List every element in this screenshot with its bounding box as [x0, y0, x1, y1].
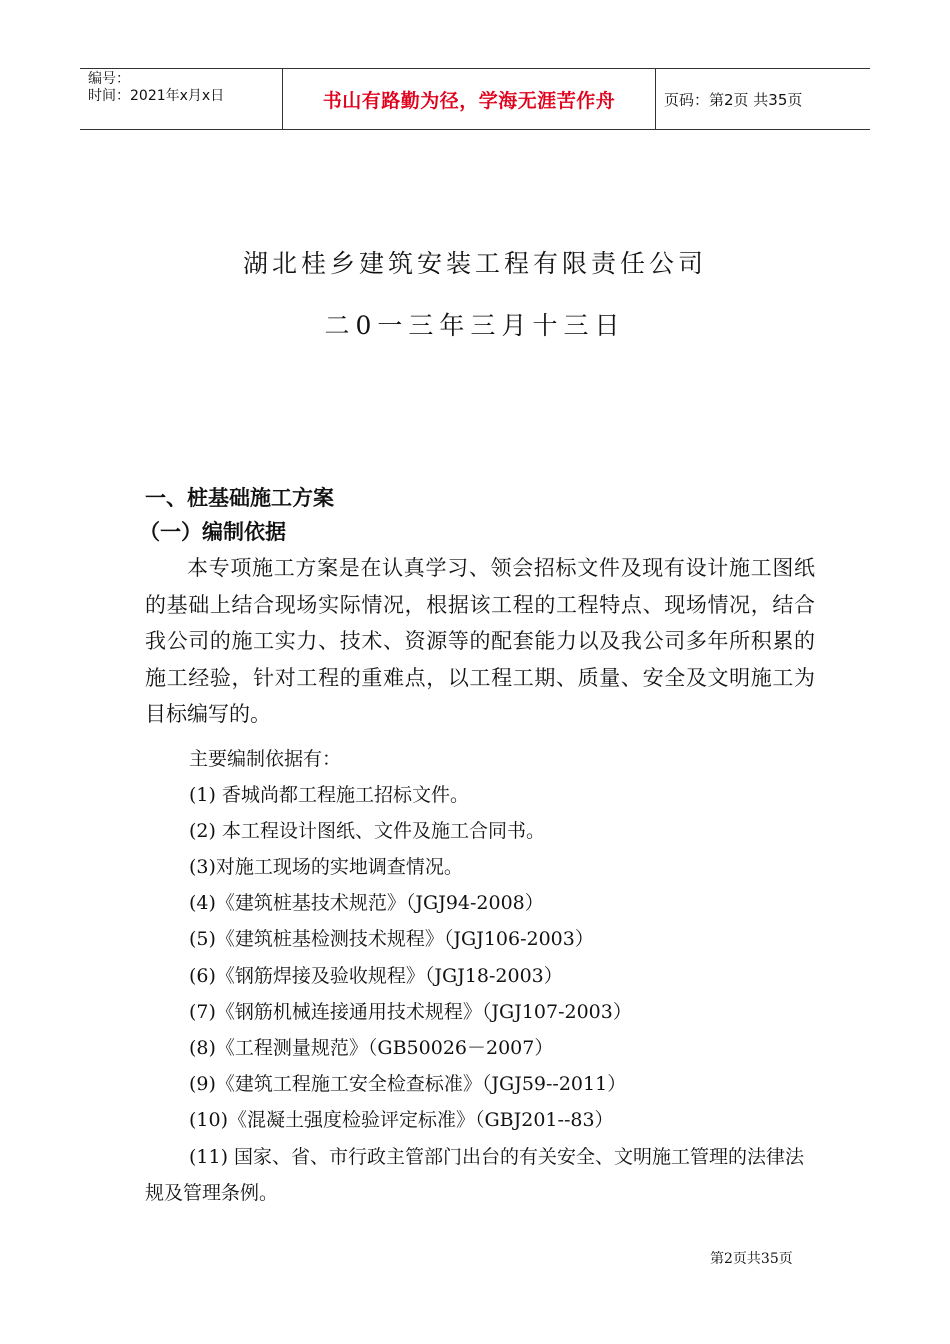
subsection-title: （一）编制依据	[139, 520, 286, 544]
list-item: (1) 香城尚都工程施工招标文件。	[189, 783, 469, 806]
number-label: 编号：	[88, 71, 130, 87]
list-item: (8)《工程测量规范》（GB50026－2007）	[189, 1036, 554, 1059]
list-item: (6)《钢筋焊接及验收规程》（JGJ18-2003）	[189, 964, 563, 987]
intro-paragraph: 本专项施工方案是在认真学习、领会招标文件及现有设计施工图纸的基础上结合现场实际情况，根据该工程的工程特点、现场情况，结合我公司的施工实力、技术、资源等的配套能力以及我公司多年所积累的施工经验，针对工程的重难点，以工程工期、质量、安全及文明施工为目标编写的。	[145, 556, 815, 726]
list-item: (11) 国家、省、市行政主管部门出台的有关安全、文明施工管理的法律法规及管理条例。	[145, 1145, 805, 1204]
list-item: (7)《钢筋机械连接通用技术规程》（JGJ107-2003）	[189, 1000, 632, 1023]
list-item: (5)《建筑桩基检测技术规程》（JGJ106-2003）	[189, 928, 594, 951]
basis-lead: 主要编制依据有：	[189, 747, 342, 770]
basis-list	[145, 777, 815, 1211]
list-item: (2) 本工程设计图纸、文件及施工合同书。	[189, 819, 545, 842]
list-item: (4)《建筑桩基技术规范》（JGJ94-2008）	[189, 892, 544, 915]
document-body	[139, 482, 815, 1211]
section-title: 一、桩基础施工方案	[145, 486, 334, 510]
header-page-info: 页码：第2页 共35页	[664, 90, 803, 109]
time-label: 时间：2021年x月x日	[88, 88, 225, 104]
list-item: (3)对施工现场的实地调查情况。	[189, 855, 463, 878]
header-meta	[80, 69, 282, 129]
header-motto: 书山有路勤为径，学海无涯苦作舟	[282, 69, 656, 129]
list-item: (10)《混凝土强度检验评定标准》（GBJ201--83）	[189, 1109, 614, 1132]
list-item: (9)《建筑工程施工安全检查标准》（JGJ59--2011）	[189, 1073, 627, 1096]
page-footer: 第2页共35页	[710, 1251, 793, 1267]
page-header	[80, 68, 870, 130]
document-date: 二0一三年三月十三日	[324, 311, 626, 340]
company-name: 湖北桂乡建筑安装工程有限责任公司	[242, 249, 707, 278]
